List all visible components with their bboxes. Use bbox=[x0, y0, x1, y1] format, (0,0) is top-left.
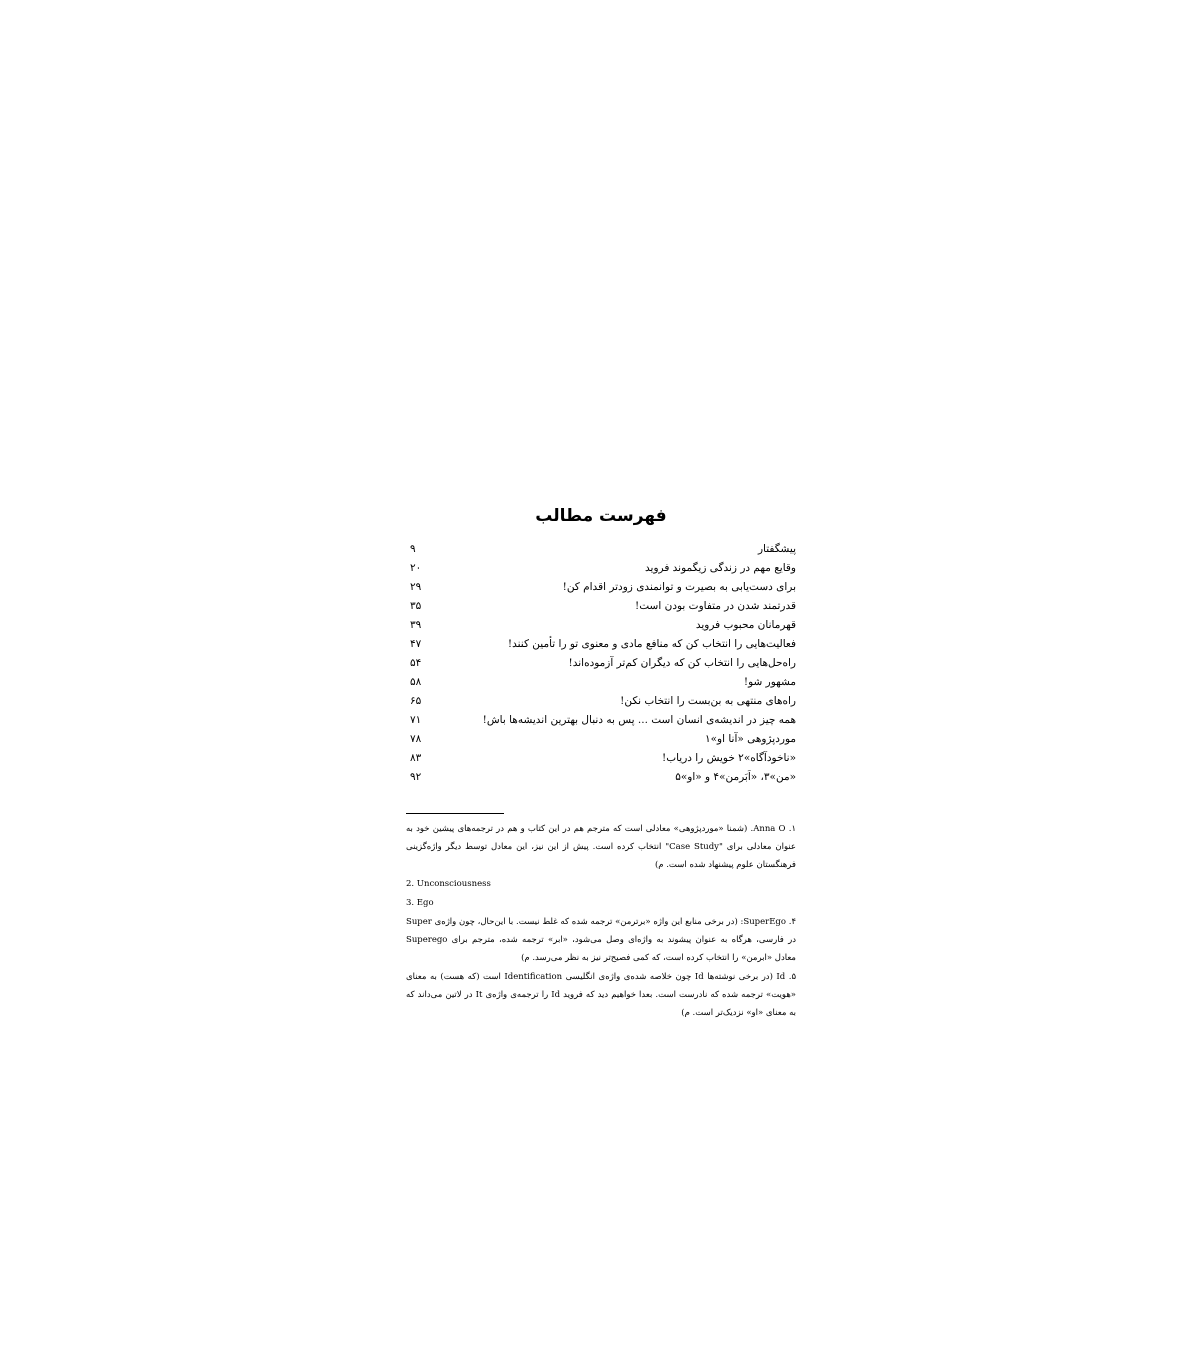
toc-entry[interactable] bbox=[406, 578, 796, 597]
toc-entry[interactable] bbox=[406, 711, 796, 730]
toc-entry[interactable] bbox=[406, 768, 796, 787]
toc-entry-title: وقایع مهم در زندگی زیگموند فروید bbox=[645, 562, 796, 574]
toc-entry-page: ۴۷ bbox=[410, 638, 422, 650]
toc-entry-title: راه‌حل‌هایی را انتخاب کن که دیگران کم‌تر آزموده‌اند! bbox=[568, 657, 796, 669]
footnote: ۴. SuperEgo: (در برخی منابع این واژه «برترمن» ترجمه شده که غلط نیست. با این‌حال، چون واژه‌ی Super در فارسی، هرگاه به عنوان پیشوند به واژه‌ای وصل می‌شود، «ابر» ترجمه شده، مترجم برای Superego معادل «ابرمن» را انتخاب کرده است، که کمی فصیح‌تر نیز به نظر می‌رسد. م) bbox=[406, 917, 797, 963]
footnote: 3. Ego bbox=[406, 898, 434, 908]
toc-entry[interactable] bbox=[406, 749, 796, 768]
toc-entry-title: «ناخودآگاه»۲ خویش را دریاب! bbox=[661, 752, 796, 764]
toc-entry-title: فعالیت‌هایی را انتخاب کن که منافع مادی و معنوی تو را تأمین کنند! bbox=[507, 638, 796, 650]
toc-entry-page: ۳۵ bbox=[410, 600, 422, 612]
toc-entry-page: ۵۸ bbox=[410, 676, 422, 688]
document-page bbox=[406, 506, 796, 1022]
toc-entry[interactable] bbox=[406, 673, 796, 692]
toc-entry[interactable] bbox=[406, 730, 796, 749]
toc-entry[interactable] bbox=[406, 692, 796, 711]
toc-entry[interactable] bbox=[406, 635, 796, 654]
toc-entry-page: ۵۴ bbox=[410, 657, 422, 669]
footnote: ۱. Anna O. (شمنا «موردپژوهی» معادلی است که مترجم هم در این کتاب و هم در ترجمه‌های پیشین خود به عنوان معادلی برای "Case Study" انتخاب کرده است. پیش از این نیز، این معادل توسط دیگر واژه‌گزینی فرهنگستان علوم پیشنهاد شده است. م) bbox=[406, 824, 797, 870]
footnote-divider bbox=[406, 813, 504, 814]
toc-entry-page: ۷۸ bbox=[410, 733, 422, 745]
toc-entry-page: ۹۲ bbox=[410, 771, 422, 783]
toc-entry[interactable] bbox=[406, 540, 796, 559]
toc-entry-page: ۲۹ bbox=[410, 581, 422, 593]
table-of-contents bbox=[406, 540, 796, 787]
toc-entry-title: پیشگفتار bbox=[757, 543, 796, 555]
toc-entry-page: ۸۳ bbox=[410, 752, 422, 764]
toc-entry-title: موردپژوهی «آنا او»۱ bbox=[704, 733, 796, 745]
footnotes bbox=[406, 820, 796, 1022]
footnote: 2. Unconsciousness bbox=[406, 879, 491, 889]
page-title: فهرست مطالب bbox=[535, 506, 667, 526]
toc-entry-title: قدرتمند شدن در متفاوت بودن است! bbox=[635, 600, 796, 612]
toc-entry[interactable] bbox=[406, 616, 796, 635]
toc-entry-title: راه‌های منتهی به بن‌بست را انتخاب نکن! bbox=[620, 695, 796, 707]
toc-entry-page: ۷۱ bbox=[410, 714, 422, 726]
footnote: ۵. Id (در برخی نوشته‌ها Id چون خلاصه شده‌ی واژه‌ی انگلیسی Identification است (که هست) به معنای «هویت» ترجمه شده که نادرست است. بعدا خواهیم دید که فروید Id را ترجمه‌ی واژه‌ی It در لاتین می‌داند که به معنای «او» نزدیک‌تر است. م) bbox=[406, 972, 797, 1018]
toc-entry-page: ۹ bbox=[410, 543, 416, 555]
toc-entry-page: ۶۵ bbox=[410, 695, 422, 707]
toc-entry-title: برای دست‌یابی به بصیرت و توانمندی زودتر اقدام کن! bbox=[562, 581, 796, 593]
toc-entry-title: «من»۳، «اَبَرمن»۴ و «او»۵ bbox=[675, 771, 796, 783]
toc-entry[interactable] bbox=[406, 597, 796, 616]
toc-entry-title: مشهور شو! bbox=[743, 676, 796, 688]
toc-entry-title: همه چیز در اندیشه‌ی انسان است ... پس به دنبال بهترین اندیشه‌ها باش! bbox=[482, 714, 796, 726]
toc-entry-page: ۳۹ bbox=[410, 619, 422, 631]
toc-entry-title: قهرمانان محبوب فروید bbox=[695, 619, 796, 631]
toc-entry-page: ۲۰ bbox=[410, 562, 422, 574]
toc-entry[interactable] bbox=[406, 559, 796, 578]
toc-entry[interactable] bbox=[406, 654, 796, 673]
